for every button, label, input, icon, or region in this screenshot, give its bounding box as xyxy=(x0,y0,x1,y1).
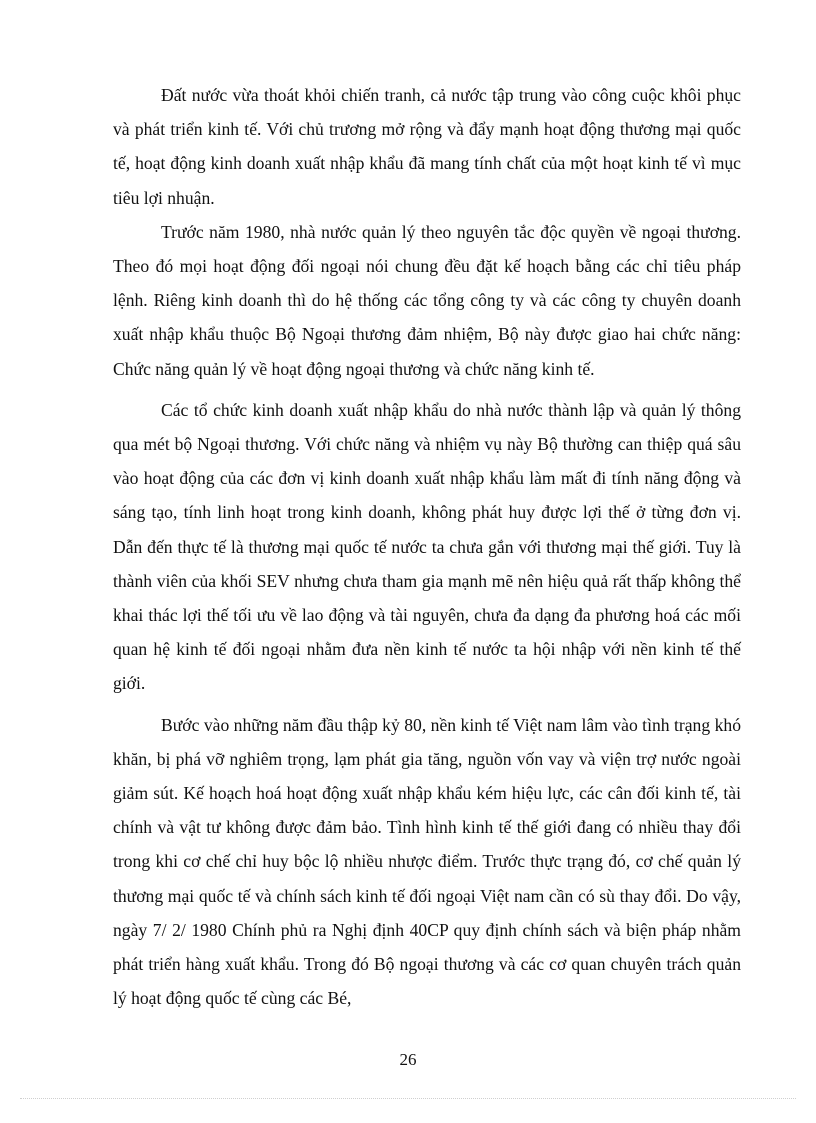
footer-divider xyxy=(20,1098,796,1099)
paragraph-2: Trước năm 1980, nhà nước quản lý theo nguyên tắc độc quyền về ngoại thương. Theo đó mọi hoạt động đối ngoại nói chung đều đặt kế hoạch bằng các chỉ tiêu pháp lệnh. Riêng kinh doanh thì do hệ thống các tổng công ty và các công ty chuyên doanh xuất nhập khẩu thuộc Bộ Ngoại thương đảm nhiệm, Bộ này được giao hai chức năng: Chức năng quản lý về hoạt động ngoại thương và chức năng kinh tế. xyxy=(113,221,741,379)
paragraph-4: Bước vào những năm đầu thập kỷ 80, nền kinh tế Việt nam lâm vào tình trạng khó khăn, bị phá vỡ nghiêm trọng, lạm phát gia tăng, nguồn vốn vay và viện trợ nước ngoài giảm sút. Kế hoạch hoá hoạt động xuất nhập khẩu kém hiệu lực, các cân đối kinh tế, tài chính và vật tư không được đảm bảo. Tình hình kinh tế thế giới đang có nhiều thay đổi trong khi cơ chế chỉ huy bộc lộ nhiều nhược điểm. Trước thực trạng đó, cơ chế quản lý thương mại quốc tế và chính sách kinh tế đối ngoại Việt nam cần có sù thay đổi. Do vậy, ngày 7/ 2/ 1980 Chính phủ ra Nghị định 40CP quy định chính sách và biện pháp nhằm phát triển hàng xuất khẩu. Trong đó Bộ ngoại thương và các cơ quan chuyên trách quản lý hoạt động quốc tế cùng các Bé, xyxy=(113,714,741,1009)
body-text xyxy=(113,78,741,1015)
page-number: 26 xyxy=(399,1050,417,1069)
paragraph-1: Đất nước vừa thoát khỏi chiến tranh, cả nước tập trung vào công cuộc khôi phục và phát triển kinh tế. Với chủ trương mở rộng và đẩy mạnh hoạt động thương mại quốc tế, hoạt động kinh doanh xuất nhập khẩu đã mang tính chất của một hoạt kinh tế vì mục tiêu lợi nhuận. xyxy=(113,85,741,208)
paragraph-3: Các tổ chức kinh doanh xuất nhập khẩu do nhà nước thành lập và quản lý thông qua mét bộ Ngoại thương. Với chức năng và nhiệm vụ này Bộ thường can thiệp quá sâu vào hoạt động của các đơn vị kinh doanh xuất nhập khẩu làm mất đi tính năng động và sáng tạo, tính linh hoạt trong kinh doanh, không phát huy được lợi thế ở từng đơn vị. Dẫn đến thực tế là thương mại quốc tế nước ta chưa gắn với thương mại thế giới. Tuy là thành viên của khối SEV nhưng chưa tham gia mạnh mẽ nên hiệu quả rất thấp không thể khai thác lợi thế tối ưu về lao động và tài nguyên, chưa đa dạng đa phương hoá các mối quan hệ kinh tế đối ngoại nhằm đưa nền kinh tế nước ta hội nhập với nền kinh tế thế giới. xyxy=(113,399,741,694)
